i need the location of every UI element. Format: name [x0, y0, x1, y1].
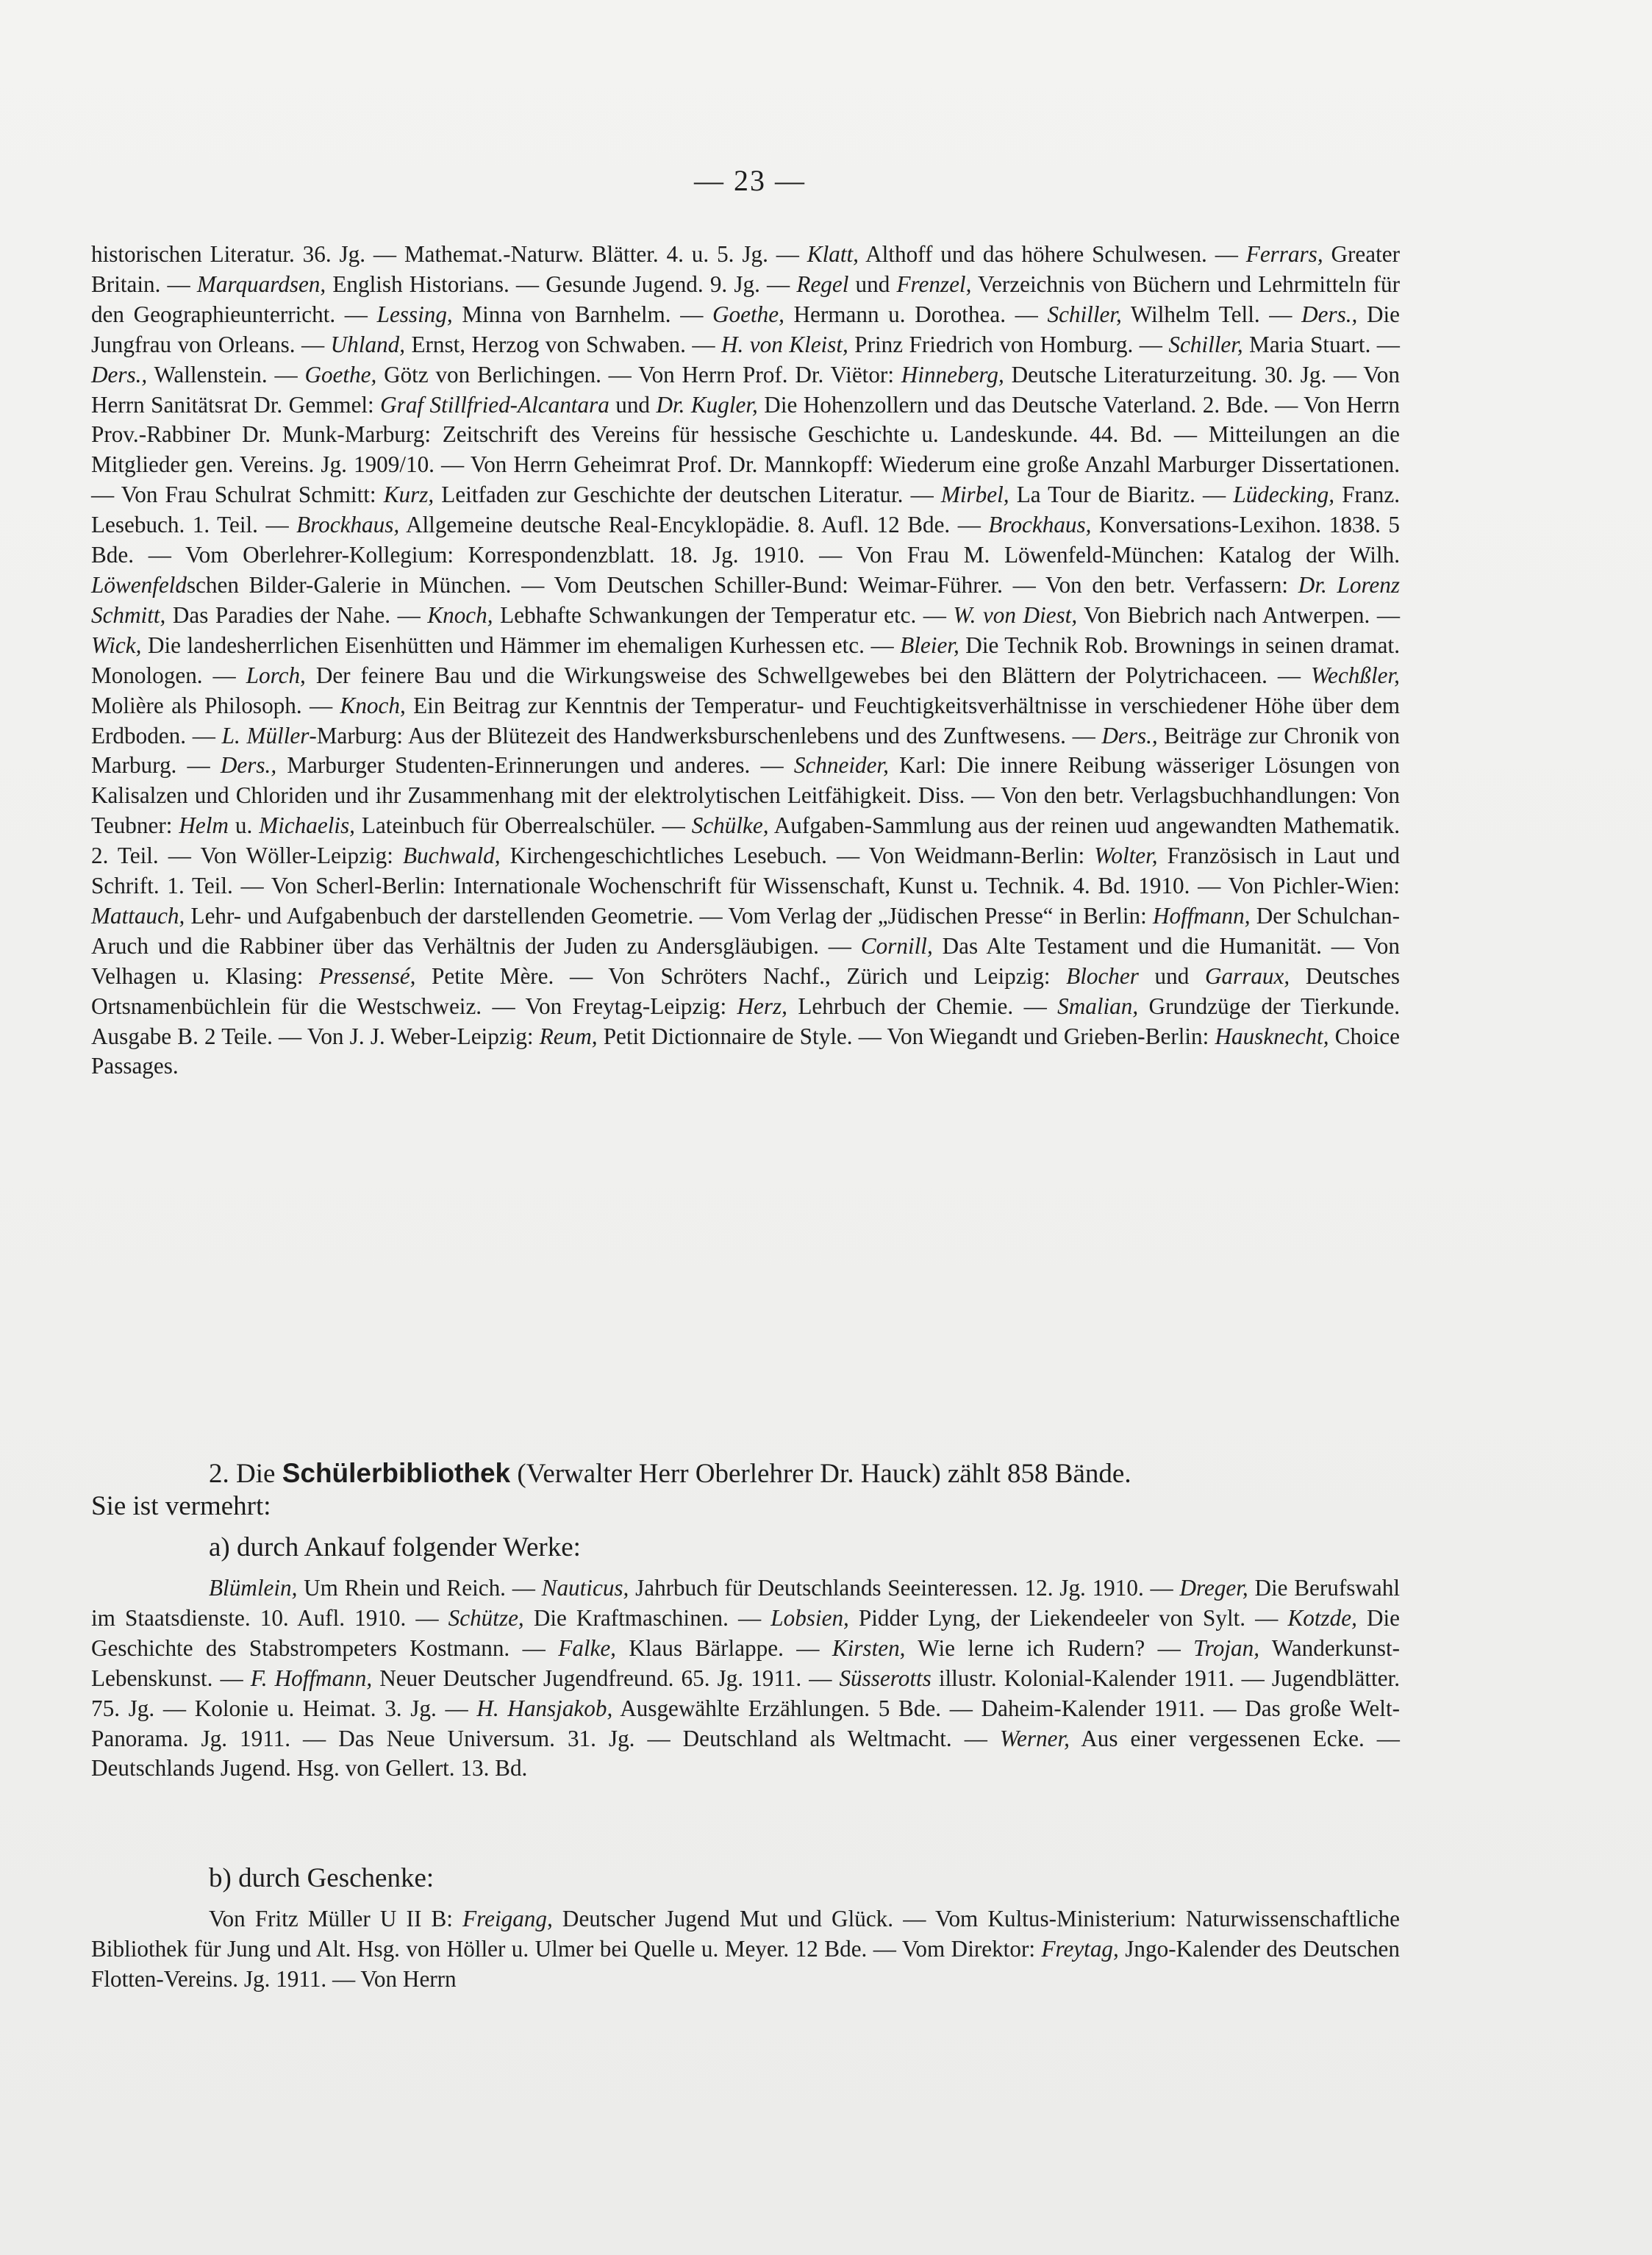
text-run: Das Alte Testament und die Humanität. — Von Velhagen u. Klasing:: [91, 932, 1400, 989]
author-or-title-italic: Blümlein,: [209, 1575, 298, 1601]
author-or-title-italic: Lüdecking,: [1233, 482, 1335, 508]
text-run: Leitfaden zur Geschichte der deutschen Literatur. —: [434, 482, 941, 508]
text-run: Althoff und das höhere Schulwesen. —: [858, 241, 1246, 267]
author-or-title-italic: Goethe,: [304, 361, 377, 387]
author-or-title-italic: Trojan,: [1193, 1634, 1260, 1661]
text-run: Klaus Bärlappe. —: [615, 1634, 832, 1661]
text-run: Aufgaben-Sammlung aus der reinen uud angewandten Mathematik. 2. Teil. — Von Wöller-Leipzig:: [91, 812, 1401, 869]
purchase-paragraph: [91, 1573, 1400, 1784]
author-or-title-italic: Mirbel,: [940, 482, 1009, 508]
author-or-title-italic: Löwenfeld: [91, 571, 187, 598]
text-run: Die Technik Rob. Brownings in seinen dramat. Monologen. —: [91, 632, 1400, 688]
text-run: Petite Mère. — Von Schröters Nachf., Zürich und Leipzig:: [415, 962, 1067, 989]
text-run: Kirchengeschichtliches Lesebuch. — Von Weidmann-Berlin:: [500, 843, 1095, 869]
author-or-title-italic: Michaelis,: [259, 812, 355, 839]
author-or-title-italic: Lessing,: [376, 301, 453, 327]
author-or-title-italic: Graf Stillfried-Alcantara: [380, 391, 609, 418]
text-run: Der feinere Bau und die Wirkungsweise des Schwellgewebes bei den Blättern der Polytrichaceen. —: [305, 662, 1311, 688]
text-run: Wilhelm Tell. —: [1121, 301, 1302, 327]
text-run: Lehrbuch der Chemie. —: [787, 993, 1058, 1019]
school-library-section: [91, 1457, 1400, 1523]
author-or-title-italic: Brockhaus,: [296, 512, 400, 538]
author-or-title-italic: Lorch,: [246, 662, 306, 688]
author-or-title-italic: Falke,: [558, 1634, 616, 1661]
text-run: Die Jungfrau von Orleans. —: [91, 301, 1400, 357]
author-or-title-italic: L. Müller: [221, 722, 310, 748]
author-or-title-italic: Schneider,: [793, 752, 889, 779]
text-run: u.: [228, 812, 260, 839]
gifts-heading: b) durch Geschenke:: [209, 1863, 435, 1893]
text-run: Wallenstein. —: [147, 361, 305, 387]
text-run: Petit Dictionnaire de Style. — Von Wiegandt und Grieben-Berlin:: [597, 1023, 1215, 1049]
author-or-title-italic: Mattauch,: [91, 902, 185, 929]
author-or-title-italic: Helm: [179, 812, 229, 839]
school-library-heading: [91, 1457, 1400, 1490]
text-run: Wanderkunst-Lebenskunst. —: [91, 1634, 1401, 1691]
text-run: Allgemeine deutsche Real-Encyklopädie. 8. Aufl. 12 Bde. —: [399, 512, 989, 538]
author-or-title-italic: Ders.,: [1101, 722, 1158, 748]
author-or-title-italic: Freytag,: [1041, 1935, 1119, 1962]
text-run: Jngo-Kalender des Deutschen Flotten-Vereins. Jg. 1911. — Von Herrn: [91, 1935, 1400, 1992]
text-run: und: [1138, 962, 1205, 989]
author-or-title-italic: Werner,: [999, 1725, 1070, 1751]
author-or-title-italic: Frenzel,: [896, 271, 972, 297]
text-run: Greater Britain. —: [91, 241, 1400, 297]
text-run: Der Schulchan-Aruch und die Rabbiner über das Verhältnis der Juden zu Andersgläubigen. —: [91, 902, 1400, 959]
author-or-title-italic: H. Hansjakob,: [476, 1695, 613, 1721]
author-or-title-italic: Bleier,: [900, 632, 959, 658]
author-or-title-italic: W. von Diest,: [953, 601, 1078, 628]
text-run: Molière als Philosoph. —: [91, 692, 340, 718]
section-number: 2. Die: [209, 1459, 282, 1489]
author-or-title-italic: Cornill,: [860, 932, 933, 959]
author-or-title-italic: Pressensé,: [319, 962, 416, 989]
author-or-title-italic: Freigang,: [462, 1906, 553, 1931]
author-or-title-italic: Herz,: [737, 993, 787, 1019]
section-subline: Sie ist vermehrt:: [91, 1491, 271, 1521]
author-or-title-italic: Schütze,: [448, 1604, 524, 1631]
author-or-title-italic: Hausknecht,: [1215, 1023, 1329, 1049]
text-run: Prinz Friedrich von Homburg. —: [848, 331, 1169, 357]
text-run: Hermann u. Dorothea. —: [784, 301, 1048, 327]
page-number: — 23 —: [694, 164, 806, 197]
text-run: historischen Literatur. 36. Jg. — Mathemat.-Naturw. Blätter. 4. u. 5. Jg. —: [91, 241, 807, 267]
purchase-heading: a) durch Ankauf folgender Werke:: [209, 1532, 581, 1562]
author-or-title-italic: Lobsien,: [770, 1604, 849, 1631]
text-run: Neuer Deutscher Jugendfreund. 65. Jg. 1911. —: [372, 1665, 840, 1691]
text-run: Deutsches Ortsnamenbüchlein für die Westschweiz. — Von Freytag-Leipzig:: [91, 962, 1400, 1019]
text-run: Lehr- und Aufgabenbuch der darstellenden Geometrie. — Vom Verlag der „Jüdischen Presse“ in Berlin:: [185, 902, 1153, 929]
author-or-title-italic: Wechßler,: [1311, 662, 1400, 688]
author-or-title-italic: Wolter,: [1094, 843, 1158, 869]
section-title: Schülerbibliothek: [282, 1458, 511, 1488]
text-run: La Tour de Biaritz. —: [1009, 482, 1234, 508]
author-or-title-italic: Ferrars,: [1245, 241, 1323, 267]
author-or-title-italic: Kotzde,: [1287, 1604, 1357, 1631]
author-or-title-italic: Knoch,: [340, 692, 406, 718]
author-or-title-italic: Regel: [796, 271, 849, 297]
author-or-title-italic: Schiller,: [1168, 331, 1243, 357]
author-or-title-italic: Garraux,: [1204, 962, 1290, 989]
author-or-title-italic: Smalian,: [1057, 993, 1139, 1019]
text-run: Karl: Die innere Reibung wässeriger Lösungen von Kalisalzen und Chloriden und ihr Zusammenhang mit der elektrolytischen Leitfähigkeit. Diss. — Von den betr. Verlagsbuchhandlungen: Von Teubner:: [91, 752, 1400, 839]
section-description: (Verwalter Herr Oberlehrer Dr. Hauck) zählt 858 Bände.: [510, 1459, 1131, 1489]
text-run: Beiträge zur Chronik von Marburg. —: [91, 722, 1401, 779]
text-run: Die Berufswahl im Staatsdienste. 10. Aufl. 1910. —: [91, 1575, 1400, 1631]
author-or-title-italic: Süsserotts: [839, 1665, 932, 1691]
author-or-title-italic: Blocher: [1066, 962, 1139, 989]
text-run: Das Paradies der Nahe. —: [165, 601, 428, 628]
acquisitions-paragraph: [91, 240, 1400, 1082]
author-or-title-italic: Ders.,: [220, 752, 277, 779]
text-run: Konversations-Lexihon. 1838. 5 Bde. — Vom Oberlehrer-Kollegium: Korrespondenzblatt. 18. Jg. 1910. — Von Frau M. Löwenfeld-München: Katalog der Wilh.: [91, 512, 1400, 568]
text-run: English Historians. — Gesunde Jugend. 9. Jg. —: [326, 271, 797, 297]
author-or-title-italic: Ders.,: [1301, 301, 1358, 327]
author-or-title-italic: Goethe,: [712, 301, 784, 327]
gifts-paragraph: [91, 1904, 1400, 1995]
author-or-title-italic: Hoffmann,: [1152, 902, 1251, 929]
author-or-title-italic: Knoch,: [427, 601, 493, 628]
author-or-title-italic: Uhland,: [330, 331, 406, 357]
text-run: Verzeichnis von Büchern und Lehrmitteln für den Geographieunterricht. —: [91, 271, 1400, 327]
text-run: Götz von Berlichingen. — Von Herrn Prof. Dr. Viëtor:: [376, 361, 901, 387]
text-run: Choice Passages.: [91, 1023, 1400, 1079]
author-or-title-italic: Kirsten,: [832, 1634, 906, 1661]
author-or-title-italic: Schülke,: [691, 812, 769, 839]
text-run: Deutscher Jugend Mut und Glück. — Vom Kultus-Ministerium: Naturwissenschaftliche Bibliothek für Jung und Alt. Hsg. von Höller u. Ulmer bei Quelle u. Meyer. 12 Bde. — Vom Direktor:: [91, 1906, 1401, 1962]
author-or-title-italic: Dreger,: [1179, 1575, 1248, 1601]
text-run: Ernst, Herzog von Schwaben. —: [405, 331, 722, 357]
text-run: Aus einer vergessenen Ecke. — Deutschlands Jugend. Hsg. von Gellert. 13. Bd.: [91, 1725, 1400, 1782]
text-run: Von Biebrich nach Antwerpen. —: [1077, 601, 1401, 628]
text-run: Deutsche Literaturzeitung. 30. Jg. — Von Herrn Sanitätsrat Dr. Gemmel:: [91, 361, 1400, 418]
author-or-title-italic: Nauticus,: [541, 1575, 629, 1601]
text-run: Die Geschichte des Stabstrompeters Kostmann. —: [91, 1604, 1401, 1661]
author-or-title-italic: Marquardsen,: [196, 271, 326, 297]
author-or-title-italic: H. von Kleist,: [721, 331, 848, 357]
author-or-title-italic: Reum,: [539, 1023, 598, 1049]
text-run: Pidder Lyng, der Liekendeeler von Sylt. —: [848, 1604, 1288, 1631]
text-run: Marburger Studenten-Erinnerungen und anderes. —: [276, 752, 794, 779]
text-run: Die Hohenzollern und das Deutsche Vaterland. 2. Bde. — Von Herrn Prov.-Rabbiner Dr. Munk-Marburg: Zeitschrift des Vereins für hessische Geschichte u. Landeskunde. 44. Bd. — Mitteilungen an die Mitglieder gen. Vereins. Jg. 1909/10. — Von Herrn Geheimrat Prof. Dr. Mannkopff: Wiederum eine große Anzahl Marburger Dissertationen. — Von Frau Schulrat Schmitt:: [91, 391, 1400, 508]
text-run: Die landesherrlichen Eisenhütten und Hämmer im ehemaligen Kurhessen etc. —: [141, 632, 901, 658]
author-or-title-italic: Wick,: [91, 632, 142, 658]
text-run: Ausgewählte Erzählungen. 5 Bde. — Daheim-Kalender 1911. — Das große Welt-Panorama. Jg. 1911. — Das Neue Universum. 31. Jg. — Deutschland als Weltmacht. —: [91, 1695, 1400, 1751]
text-run: Lateinbuch für Oberrealschüler. —: [354, 812, 692, 839]
text-run: Ein Beitrag zur Kenntnis der Temperatur- und Feuchtigkeitsverhältnisse in verschiedener Höhe über dem Erdboden. —: [91, 692, 1400, 748]
author-or-title-italic: Dr. Kugler,: [656, 391, 758, 418]
author-or-title-italic: Brockhaus,: [988, 512, 1092, 538]
author-or-title-italic: Schiller,: [1047, 301, 1122, 327]
text-run: illustr. Kolonial-Kalender 1911. — Jugendblätter. 75. Jg. — Kolonie u. Heimat. 3. Jg. —: [91, 1665, 1401, 1721]
text-run: Maria Stuart. —: [1242, 331, 1400, 357]
author-or-title-italic: Dr. Lorenz Schmitt,: [91, 571, 1400, 628]
text-run: Minna von Barnhelm. —: [452, 301, 713, 327]
text-run: Von Fritz Müller U II B:: [209, 1906, 463, 1931]
text-run: Grundzüge der Tierkunde. Ausgabe B. 2 Teile. — Von J. J. Weber-Leipzig:: [91, 993, 1400, 1049]
text-run: und: [848, 271, 897, 297]
text-run: und: [609, 391, 657, 418]
text-run: Lebhafte Schwankungen der Temperatur etc. —: [493, 601, 954, 628]
text-run: Franz. Lesebuch. 1. Teil. —: [91, 482, 1401, 538]
text-run: schen Bilder-Galerie in München. — Vom Deutschen Schiller-Bund: Weimar-Führer. — Von den betr. Verfassern:: [186, 571, 1298, 598]
text-run: Jahrbuch für Deutschlands Seeinteressen. 12. Jg. 1910. —: [629, 1575, 1180, 1601]
author-or-title-italic: Klatt,: [807, 241, 859, 267]
author-or-title-italic: F. Hoffmann,: [250, 1665, 373, 1691]
author-or-title-italic: Buchwald,: [402, 843, 501, 869]
text-run: Wie lerne ich Rudern? —: [905, 1634, 1194, 1661]
author-or-title-italic: Ders.,: [91, 361, 148, 387]
text-run: -Marburg: Aus der Blütezeit des Handwerksburschenlebens und des Zunftwesens. —: [309, 722, 1102, 748]
text-run: Französisch in Laut und Schrift. 1. Teil. — Von Scherl-Berlin: Internationale Wochenschrift für Wissenschaft, Kunst u. Technik. 4. Bd. 1910. — Von Pichler-Wien:: [91, 843, 1401, 899]
text-run: Die Kraftmaschinen. —: [523, 1604, 771, 1631]
text-run: Um Rhein und Reich. —: [297, 1575, 542, 1601]
author-or-title-italic: Hinneberg,: [901, 361, 1004, 387]
author-or-title-italic: Kurz,: [383, 482, 435, 508]
